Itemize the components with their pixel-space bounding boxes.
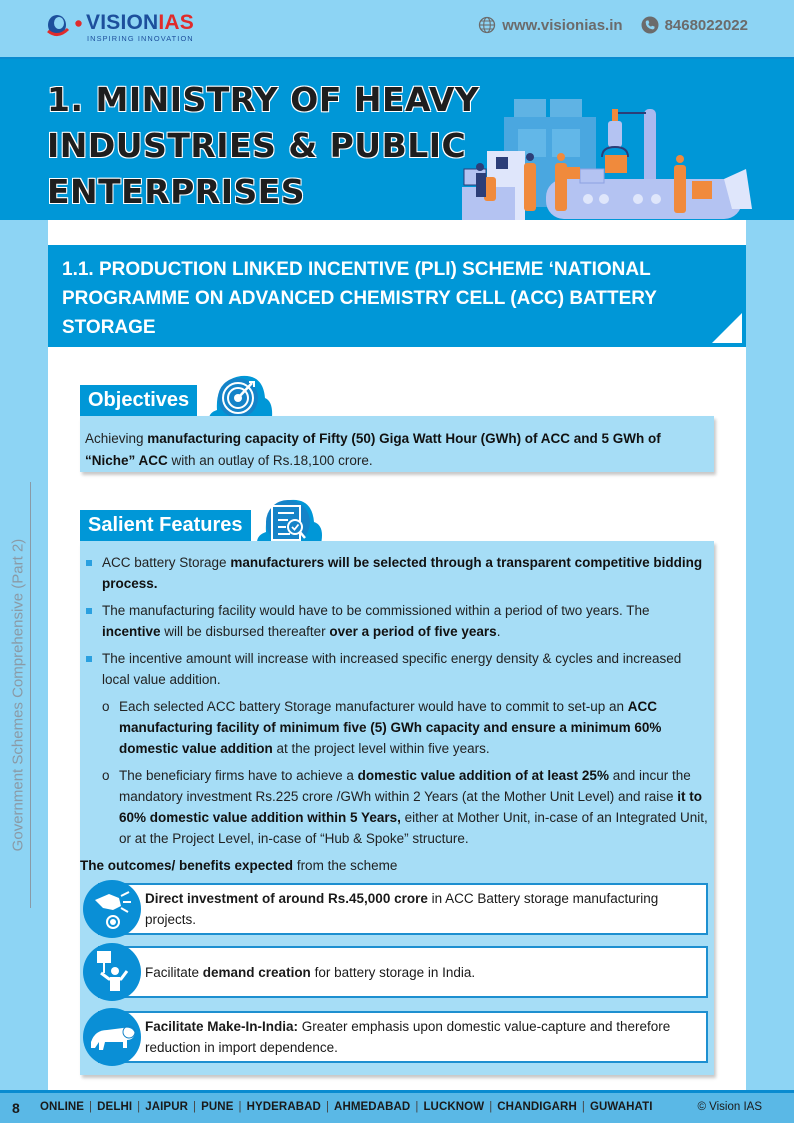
centre-name[interactable]: HYDERABAD [246, 1101, 321, 1113]
contact-info [478, 16, 748, 34]
square-bullet-icon [86, 608, 92, 614]
logo-word-vision: VISION [86, 11, 159, 34]
square-bullet-icon [86, 560, 92, 566]
centre-name[interactable]: PUNE [201, 1101, 234, 1113]
centre-name[interactable]: CHANDIGARH [497, 1101, 577, 1113]
separator: | [89, 1101, 93, 1113]
bold-text-run: ACC manufacturing facility of minimum five (5) GWh capacity and ensure a minimum 60% domestic value addition [119, 699, 662, 756]
demand-placard-icon [83, 943, 141, 1001]
text-run: The incentive amount will increase with increased specific energy density & cycles and increased local value addition. [102, 651, 682, 687]
outcome-card [98, 1011, 708, 1063]
centre-name[interactable]: GUWAHATI [589, 1101, 653, 1113]
section-heading-text: 1.1. PRODUCTION LINKED INCENTIVE (PLI) SCHEME ‘NATIONAL PROGRAMME ON ADVANCED CHEMISTRY CELL (ACC) BATTERY STORAGE [62, 259, 657, 338]
centre-name[interactable]: ONLINE [40, 1101, 85, 1113]
bold-text-run: Direct investment of around Rs.45,000 crore [145, 891, 428, 906]
objectives-text [85, 428, 710, 472]
square-bullet-icon [86, 656, 92, 662]
outcome-text [145, 962, 475, 983]
logo-word-ias: IAS [158, 11, 194, 34]
outcome-text [145, 1016, 706, 1058]
objectives-label: Objectives [80, 385, 197, 416]
outcomes-lead [80, 855, 710, 876]
centre-name[interactable]: AHMEDABAD [334, 1101, 411, 1113]
bold-text-run: over a period of five years [329, 624, 497, 639]
outcome-text [145, 888, 706, 930]
circle-bullet-marker: o [102, 768, 110, 783]
text-run: will be disbursed thereafter [160, 624, 330, 639]
centre-name[interactable]: DELHI [97, 1101, 133, 1113]
text-run: and incur the mandatory investment Rs.225 crore /GWh within 2 Years (at the Mother Unit Level) and raise [119, 768, 691, 804]
checklist-icon [268, 503, 308, 543]
investment-hand-icon [83, 880, 141, 938]
website-text: www.visionias.in [502, 16, 623, 34]
separator: | [415, 1101, 419, 1113]
feature-bullet [80, 600, 710, 642]
bold-text-run: manufacturing capacity of Fifty (50) Giga Watt Hour (GWh) of ACC and 5 GWh of “Niche” ACC [85, 431, 661, 468]
text-run: ACC battery Storage [102, 555, 231, 570]
bold-text-run: demand creation [202, 964, 311, 980]
bold-text-run: Facilitate Make-In-India: [145, 1019, 299, 1034]
centre-name[interactable]: JAIPUR [145, 1101, 189, 1113]
logo-swoosh-icon [46, 13, 72, 39]
text-run: The manufacturing facility would have to be commissioned within a period of two years. The [102, 603, 650, 618]
side-running-title [6, 480, 30, 910]
bold-text-run: manufacturers will be selected through a transparent competitive bidding process. [102, 555, 703, 591]
copyright: © Vision IAS [697, 1101, 762, 1113]
text-run: Each selected ACC battery Storage manufacturer would have to commit to set-up an [119, 699, 628, 714]
feature-sub-bullet [80, 696, 710, 759]
factory-workers-illustration [462, 99, 762, 222]
outcome-card [98, 946, 708, 998]
text-run: with an outlay of Rs.18,100 crore. [167, 453, 373, 468]
text-run: . [496, 624, 501, 639]
text-run: from the scheme [293, 858, 398, 873]
phone-text: 8468022022 [664, 16, 748, 34]
features-content [80, 552, 710, 876]
bold-text-run: it to 60% domestic value addition within 5 Years, [119, 789, 703, 825]
outcome-card [98, 883, 708, 935]
separator: | [238, 1101, 242, 1113]
text-run: The beneficiary firms have to achieve a [119, 768, 358, 783]
text-run: Facilitate [145, 964, 203, 980]
phone-link[interactable] [641, 16, 748, 34]
phone-icon [641, 16, 659, 34]
feature-sub-bullet [80, 765, 710, 849]
logo-wordmark [86, 12, 194, 34]
page-footer [0, 1090, 794, 1123]
feature-bullet [80, 648, 710, 690]
side-running-title-text: Government Schemes Comprehensive (Part 2) [9, 538, 27, 852]
text-run: at the project level within five years. [272, 741, 490, 756]
separator: | [325, 1101, 330, 1113]
top-bar [0, 0, 794, 56]
separator: | [489, 1101, 493, 1113]
text-run: in ACC Battery storage manufacturing projects. [145, 891, 659, 927]
vision-ias-logo[interactable] [46, 11, 206, 47]
separator: | [193, 1101, 197, 1113]
features-label: Salient Features [80, 510, 251, 541]
target-icon [218, 378, 258, 418]
logo-dot-icon [75, 20, 82, 27]
side-divider [30, 482, 31, 908]
text-run: either at Mother Unit, in-case of an Integrated Unit, or at the Project Level, in-case of “Hub & Spoke” structure. [119, 810, 708, 846]
section-heading [48, 245, 746, 347]
page-number: 8 [12, 1100, 20, 1116]
circle-bullet-marker: o [102, 699, 110, 714]
centre-list [40, 1101, 653, 1113]
separator: | [581, 1101, 585, 1113]
chapter-title: 1. MINISTRY OF HEAVY INDUSTRIES & PUBLIC ENTERPRISES [47, 80, 480, 211]
logo-tagline: INSPIRING INNOVATION [87, 34, 194, 43]
text-run: Achieving [85, 431, 148, 446]
feature-bullet [80, 552, 710, 594]
website-link[interactable] [478, 16, 622, 34]
globe-icon [478, 16, 496, 34]
bold-text-run: incentive [102, 624, 161, 639]
text-run: Greater emphasis upon domestic value-capture and therefore reduction in import dependence. [145, 1019, 671, 1055]
text-run: for battery storage in India. [310, 964, 476, 980]
corner-fold-icon [712, 313, 742, 343]
separator: | [137, 1101, 141, 1113]
bold-text-run: domestic value addition of at least 25% [357, 768, 609, 783]
centre-name[interactable]: LUCKNOW [423, 1101, 485, 1113]
chapter-banner [0, 57, 794, 220]
make-in-india-lion-icon [83, 1008, 141, 1066]
bold-text-run: The outcomes/ benefits expected [80, 858, 294, 873]
